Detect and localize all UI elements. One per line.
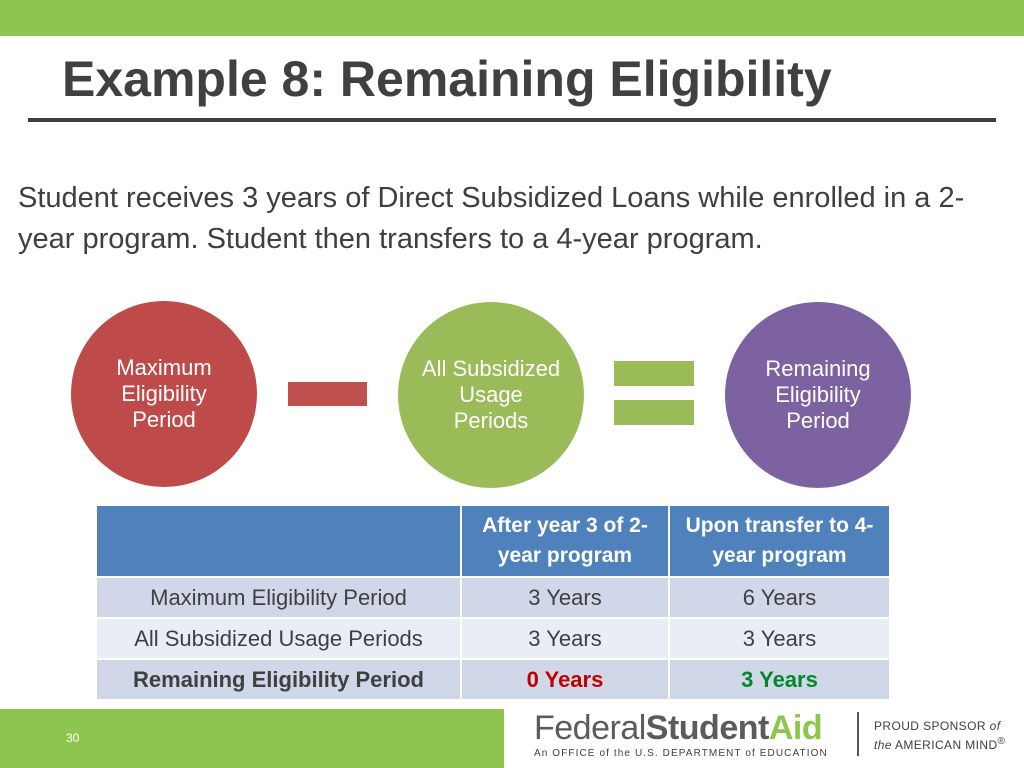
table-header-row — [96, 505, 890, 577]
equals-sign-top — [614, 361, 694, 386]
federal-student-aid-logo — [534, 709, 828, 759]
equals-sign-bottom — [614, 400, 694, 425]
remaining-eligibility-circle-label: Remaining Eligibility Period — [765, 356, 871, 433]
logo-divider — [857, 712, 859, 756]
logo-aid: Aid — [768, 709, 823, 747]
remaining-eligibility-circle — [725, 302, 911, 488]
logo-wordmark — [534, 709, 828, 747]
sponsor-line-2 — [874, 734, 1005, 753]
table-cell: 3 Years — [669, 618, 890, 659]
table-row — [96, 618, 890, 659]
table-cell: 6 Years — [669, 577, 890, 618]
max-eligibility-circle-label: Maximum Eligibility Period — [116, 355, 212, 432]
sponsor-the: the — [874, 738, 892, 752]
table-cell: 0 Years — [461, 659, 669, 700]
slide-title: Example 8: Remaining Eligibility — [62, 51, 832, 107]
top-accent-bar — [0, 0, 1024, 36]
page-number: 30 — [66, 731, 80, 745]
title-underline — [28, 118, 996, 122]
table-row-label: All Subsidized Usage Periods — [96, 618, 461, 659]
logo-student: Student — [645, 709, 769, 747]
sponsor-line-1 — [874, 718, 1005, 734]
sponsor-of: of — [989, 719, 1001, 733]
table-cell: 3 Years — [461, 577, 669, 618]
subsidized-usage-circle — [398, 302, 584, 488]
subsidized-usage-circle-label: All Subsidized Usage Periods — [421, 356, 561, 433]
max-eligibility-circle — [71, 301, 257, 487]
logo-subtitle: An OFFICE of the U.S. DEPARTMENT of EDUCATION — [534, 748, 828, 759]
table-cell: 3 Years — [669, 659, 890, 700]
table-header-cell: Upon transfer to 4-year program — [669, 505, 890, 577]
table-cell: 3 Years — [461, 618, 669, 659]
minus-sign — [288, 382, 367, 406]
intro-text: Student receives 3 years of Direct Subsidized Loans while enrolled in a 2-year program. Student then transfers to a 4-year program. — [18, 182, 965, 255]
sponsor-proud: PROUD SPONSOR — [874, 719, 986, 733]
table-header-cell: After year 3 of 2-year program — [461, 505, 669, 577]
table-row — [96, 659, 890, 700]
table-row-label: Maximum Eligibility Period — [96, 577, 461, 618]
sponsor-text — [874, 718, 1005, 753]
table-row — [96, 577, 890, 618]
table-header-cell — [96, 505, 461, 577]
sponsor-american-mind: AMERICAN MIND — [894, 738, 998, 752]
logo-federal: Federal — [534, 709, 646, 747]
registered-mark: ® — [997, 736, 1006, 747]
table-row-label: Remaining Eligibility Period — [96, 659, 461, 700]
eligibility-table — [95, 504, 891, 701]
